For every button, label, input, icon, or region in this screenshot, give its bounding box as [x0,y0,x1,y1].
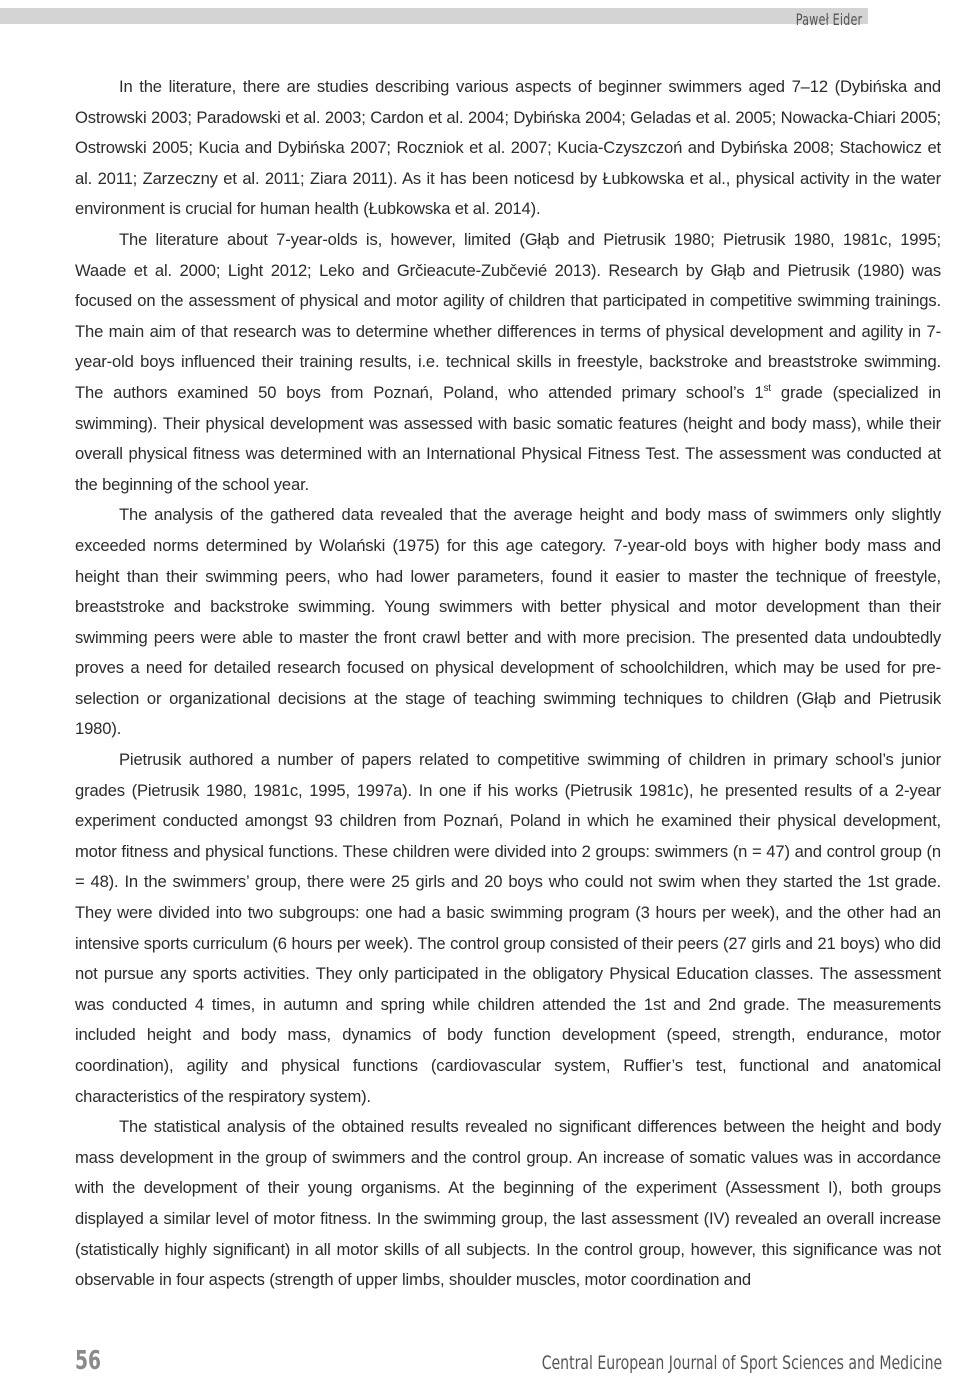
paragraph-literature [75,225,941,500]
paragraph-literature-text: The literature about 7-year-olds is, however, limited (Głąb and Pietrusik 1980; Pietrusik 1980, 1981c, 1995; Waade et al. 2000; Light 2012; Leko and Grčieacute-Zubčevié 2013). Research by Głąb and Pietrusik (1980) was focused on the assessment of physical and motor agility of children that participated in competitive swimming trainings. The main aim of that research was to determine whether differences in terms of physical development and agility in 7-year-old boys influenced their training results, i.e. technical skills in freestyle, backstroke and breaststroke swimming. The authors examined 50 boys from Poznań, Poland, who attended primary school’s 1 [75,229,941,402]
journal-title: Central European Journal of Sport Sciences and Medicine [541,1352,942,1374]
paragraph-pietrusik: Pietrusik authored a number of papers related to competitive swimming of children in primary school’s junior grades (Pietrusik 1980, 1981c, 1995, 1997a). In one if his works (Pietrusik 1981c), he presented results of a 2-year experiment conducted amongst 93 children from Poznań, Poland in which he examined their physical development, motor fitness and physical functions. These children were divided into 2 groups: swimmers (n = 47) and control group (n = 48). In the swimmers’ group, there were 25 girls and 20 boys who could not swim when they started the 1st grade. They were divided into two subgroups: one had a basic swimming program (3 hours per week), and the other had an intensive sports curriculum (6 hours per week). The control group consisted of their peers (27 girls and 21 boys) who did not pursue any sports activities. They only participated in the obligatory Physical Education classes. The assessment was conducted 4 times, in autumn and spring while children attended the 1st and 2nd grade. The measurements included height and body mass, dynamics of body function development (speed, strength, endurance, motor coordination), agility and physical functions (cardiovascular system, Ruffier’s test, functional and anatomical characteristics of the respiratory system). [75,750,941,1106]
page-number: 56 [75,1346,102,1376]
running-header-author: Paweł Eider [795,10,862,29]
article-body [75,72,941,1296]
ordinal-superscript: st [763,382,771,394]
running-header-bar [0,8,868,29]
paragraph-intro: In the literature, there are studies describing various aspects of beginner swimmers aged 7–12 (Dybińska and Ostrowski 2003; Paradowski et al. 2003; Cardon et al. 2004; Dybińska 2004; Geladas et al. 2005; Nowacka-Chiari 2005; Ostrowski 2005; Kucia and Dybińska 2007; Roczniok et al. 2007; Kucia-Czyszczoń and Dybińska 2008; Stachowicz et al. 2011; Zarzeczny et al. 2011; Ziara 2011). As it has been noticesd by Łubkowska et al., physical activity in the water environment is crucial for human health (Łubkowska et al. 2014). [75,77,941,219]
paragraph-analysis: The analysis of the gathered data revealed that the average height and body mass of swimmers only slightly exceeded norms determined by Wolański (1975) for this age category. 7-year-old boys with higher body mass and height than their swimming peers, who had lower parameters, found it easier to master the technique of freestyle, breaststroke and backstroke swimming. Young swimmers with better physical and motor development than their swimming peers were able to master the front crawl better and with more precision. The presented data undoubtedly proves a need for detailed research focused on physical development of schoolchildren, which may be used for pre-selection or organizational decisions at the stage of teaching swimming techniques to children (Głąb and Pietrusik 1980). [75,505,941,739]
paragraph-statistical: The statistical analysis of the obtained results revealed no significant differences between the height and body mass development in the group of swimmers and the control group. An increase of somatic values was in accordance with the development of their young organisms. At the beginning of the experiment (Assessment I), both groups displayed a similar level of motor fitness. In the swimming group, the last assessment (IV) revealed an overall increase (statistically highly significant) in all motor skills of all subjects. In the control group, however, this significance was not observable in four aspects (strength of upper limbs, shoulder muscles, motor coordination and [75,1117,941,1290]
paragraph-literature-text-cont: grade (specialized in swimming). Their physical development was assessed with basic somatic features (height and body mass), while their overall physical fitness was determined with an International Physical Fitness Test. The assessment was conducted at the beginning of the school year. [75,382,941,494]
